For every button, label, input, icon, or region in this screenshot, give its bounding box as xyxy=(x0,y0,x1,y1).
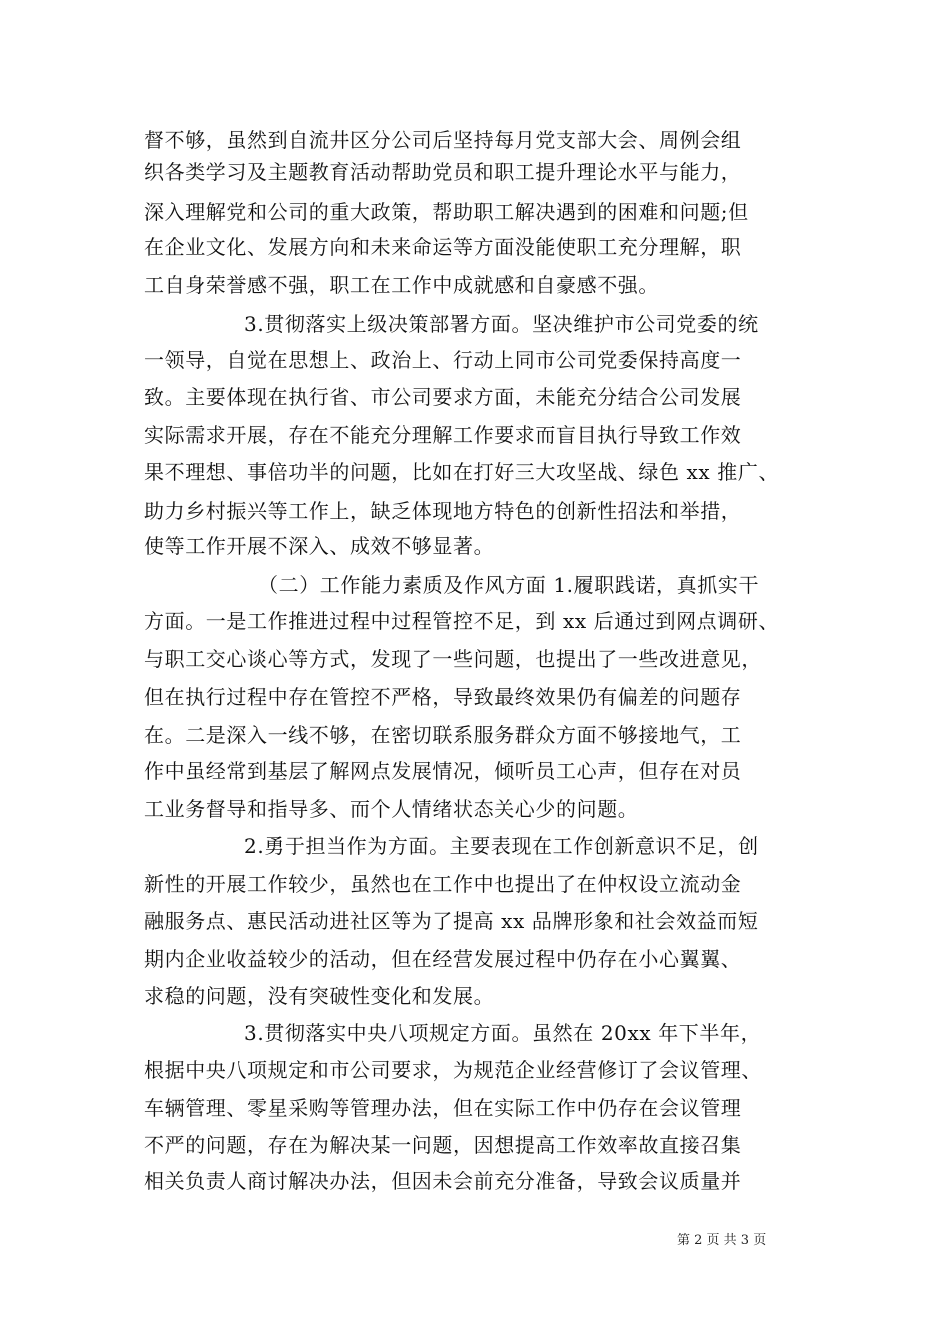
text-line: 3.贯彻落实中央八项规定方面。虽然在 20xx 年下半年， xyxy=(244,1021,762,1045)
text-line: 作中虽经常到基层了解网点发展情况，倾听员工心声，但存在对员 xyxy=(144,759,742,783)
text-line: 融服务点、惠民活动进社区等为了提高 xx 品牌形象和社会效益而短 xyxy=(144,909,759,933)
page-number: 第 2 页 共 3 页 xyxy=(677,1233,767,1248)
text-line: 织各类学习及主题教育活动帮助党员和职工提升理论水平与能力， xyxy=(144,160,742,184)
text-line: 一领导，自觉在思想上、政治上、行动上同市公司党委保持高度一 xyxy=(144,348,742,372)
text-line: 新性的开展工作较少，虽然也在工作中也提出了在仲权设立流动金 xyxy=(144,872,742,896)
text-line: 根据中央八项规定和市公司要求，为规范企业经营修订了会议管理、 xyxy=(144,1058,762,1082)
text-line: 不严的问题，存在为解决某一问题，因想提高工作效率故直接召集 xyxy=(144,1133,742,1157)
text-line: 助力乡村振兴等工作上，缺乏体现地方特色的创新性招法和举措， xyxy=(144,499,742,523)
text-line: 求稳的问题，没有突破性变化和发展。 xyxy=(144,984,495,1008)
text-line: 2.勇于担当作为方面。主要表现在工作创新意识不足，创 xyxy=(244,834,759,858)
text-line: 工自身荣誉感不强，职工在工作中成就感和自豪感不强。 xyxy=(144,273,659,297)
text-line: 致。主要体现在执行省、市公司要求方面，未能充分结合公司发展 xyxy=(144,385,742,409)
text-line: 但在执行过程中存在管控不严格，导致最终效果仍有偏差的问题存 xyxy=(144,685,742,709)
text-line: 在。二是深入一线不够，在密切联系服务群众方面不够接地气，工 xyxy=(144,723,742,747)
text-line: 与职工交心谈心等方式，发现了一些问题，也提出了一些改进意见， xyxy=(144,647,762,671)
text-line: （二）工作能力素质及作风方面 1.履职践诺，真抓实干 xyxy=(258,573,760,597)
text-line: 方面。一是工作推进过程中过程管控不足，到 xx 后通过到网点调研、 xyxy=(144,609,780,633)
text-line: 在企业文化、发展方向和未来命运等方面没能使职工充分理解，职 xyxy=(144,235,742,259)
text-line: 车辆管理、零星采购等管理办法，但在实际工作中仍存在会议管理 xyxy=(144,1096,742,1120)
text-line: 使等工作开展不深入、成效不够显著。 xyxy=(144,534,495,558)
text-line: 实际需求开展，存在不能充分理解工作要求而盲目执行导致工作效 xyxy=(144,423,742,447)
text-line: 期内企业收益较少的活动，但在经营发展过程中仍存在小心翼翼、 xyxy=(144,947,742,971)
text-line: 3.贯彻落实上级决策部署方面。坚决维护市公司党委的统 xyxy=(244,312,759,336)
text-line: 督不够，虽然到自流井区分公司后坚持每月党支部大会、周例会组 xyxy=(144,128,742,152)
text-line: 深入理解党和公司的重大政策，帮助职工解决遇到的困难和问题;但 xyxy=(144,200,749,224)
text-line: 工业务督导和指导多、而个人情绪状态关心少的问题。 xyxy=(144,797,639,821)
text-line: 相关负责人商讨解决办法，但因未会前充分准备，导致会议质量并 xyxy=(144,1169,742,1193)
text-line: 果不理想、事倍功半的问题，比如在打好三大攻坚战、绿色 xx 推广、 xyxy=(144,460,780,484)
